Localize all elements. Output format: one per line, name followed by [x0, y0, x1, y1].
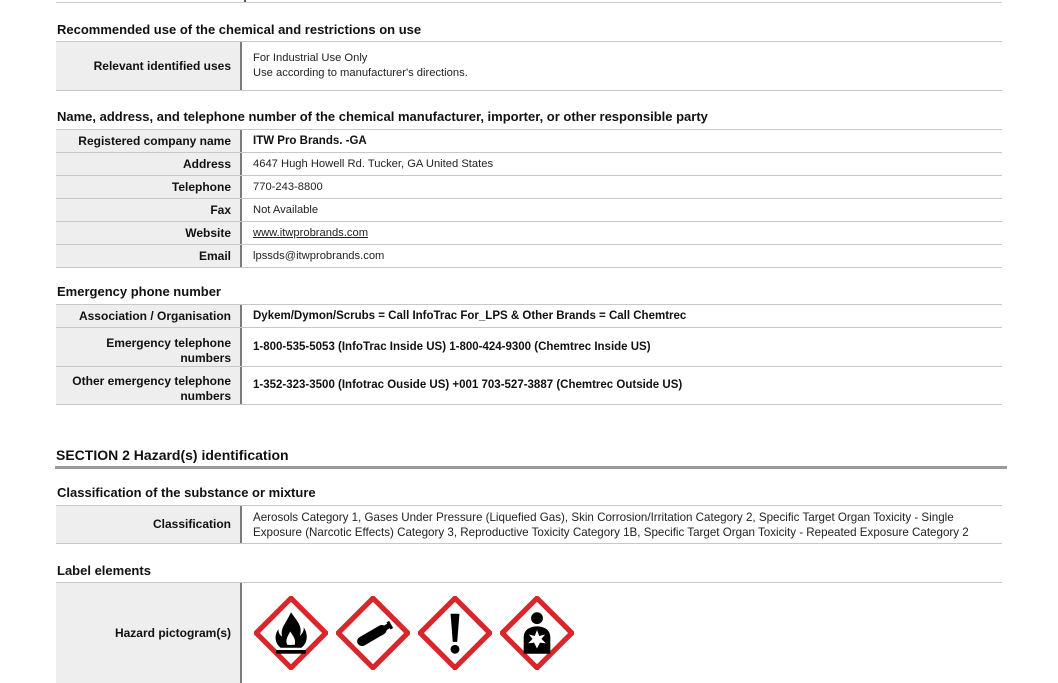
fax-value: Not Available	[253, 203, 319, 216]
relevant-uses-value	[242, 42, 1002, 90]
telephone-label: Telephone	[56, 176, 242, 198]
table-row	[56, 199, 1002, 222]
table-row	[56, 245, 1002, 268]
table-row	[56, 42, 1002, 91]
table-row	[56, 328, 1002, 367]
classification-line-1: Aerosols Category 1, Gases Under Pressure (Liquefied Gas), Skin Corrosion/Irritation Category 2, Specific Target Organ Toxicity - Single	[253, 510, 954, 524]
classification-table	[56, 505, 1002, 544]
classification-heading: Classification of the substance or mixture	[57, 485, 316, 500]
table-row	[56, 176, 1002, 199]
website-label: Website	[56, 222, 242, 244]
company-label: Registered company name	[56, 130, 242, 152]
emergency-numbers-label-line-2: numbers	[180, 351, 231, 365]
section-2-title: SECTION 2 Hazard(s) identification	[56, 447, 289, 463]
manufacturer-heading: Name, address, and telephone number of the chemical manufacturer, importer, or other responsible party	[57, 109, 708, 124]
gas-cylinder-icon	[336, 596, 410, 670]
table-row	[56, 506, 1002, 544]
other-numbers-value: 1-352-323-3500 (Infotrac Ouside US) +001 703-527-3887 (Chemtrec Outside US)	[253, 379, 683, 391]
telephone-value: 770-243-8800	[253, 180, 323, 193]
recommended-use-heading: Recommended use of the chemical and restrictions on use	[57, 22, 422, 37]
website-link[interactable]: www.itwprobrands.com	[253, 226, 369, 239]
flame-base	[276, 650, 306, 654]
flame-icon	[254, 596, 328, 670]
address-label: Address	[56, 153, 242, 175]
label-elements-heading: Label elements	[57, 563, 151, 578]
label-elements-table	[56, 582, 1002, 683]
website-value	[242, 222, 1002, 244]
address-value: 4647 Hugh Howell Rd. Tucker, GA United States	[253, 157, 494, 170]
email-value: lpssds@itwprobrands.com	[253, 249, 385, 262]
table-row	[56, 153, 1002, 176]
emergency-heading: Emergency phone number	[57, 284, 221, 299]
fax-label: Fax	[56, 199, 242, 221]
emergency-numbers-label	[56, 328, 242, 366]
top-divider	[56, 0, 1002, 3]
other-numbers-label-line-2: numbers	[180, 389, 231, 403]
section-2-rule	[55, 466, 1007, 469]
exclamation-dot	[451, 645, 460, 654]
manufacturer-table	[56, 129, 1002, 268]
health-hazard-icon	[500, 596, 574, 670]
other-numbers-label-line-1: Other emergency telephone	[72, 374, 231, 388]
relevant-uses-label: Relevant identified uses	[56, 42, 242, 90]
use-line-1: For Industrial Use Only	[253, 52, 368, 64]
classification-line-2: Exposure (Narcotic Effects) Category 3, Reproductive Toxicity Category 1B, Specific Target Organ Toxicity - Repeated Exposure Category 2	[253, 525, 969, 539]
emergency-table	[56, 304, 1002, 405]
pictogram-list	[242, 583, 1002, 683]
recommended-use-table	[56, 41, 1002, 91]
company-value: ITW Pro Brands. -GA	[253, 134, 367, 147]
association-value: Dykem/Dymon/Scrubs = Call InfoTrac For_LPS & Other Brands = Call Chemtrec	[253, 309, 687, 322]
table-row	[56, 367, 1002, 405]
table-row	[56, 583, 1002, 683]
health-hazard-head	[531, 612, 543, 624]
emergency-numbers-value: 1-800-535-5053 (InfoTrac Inside US) 1-800-424-9300 (Chemtrec Inside US)	[253, 340, 651, 353]
association-label: Association / Organisation	[56, 305, 242, 327]
pictogram-label: Hazard pictogram(s)	[56, 583, 242, 683]
table-row	[56, 130, 1002, 153]
exclamation-mark-icon	[418, 596, 492, 670]
table-row	[56, 222, 1002, 245]
email-label: Email	[56, 245, 242, 267]
use-line-2: Use according to manufacturer's directions.	[253, 67, 468, 79]
table-row	[56, 305, 1002, 328]
other-numbers-label	[56, 367, 242, 404]
classification-label: Classification	[56, 506, 242, 543]
classification-value	[242, 506, 1002, 543]
emergency-numbers-label-line-1: Emergency telephone	[106, 336, 231, 350]
